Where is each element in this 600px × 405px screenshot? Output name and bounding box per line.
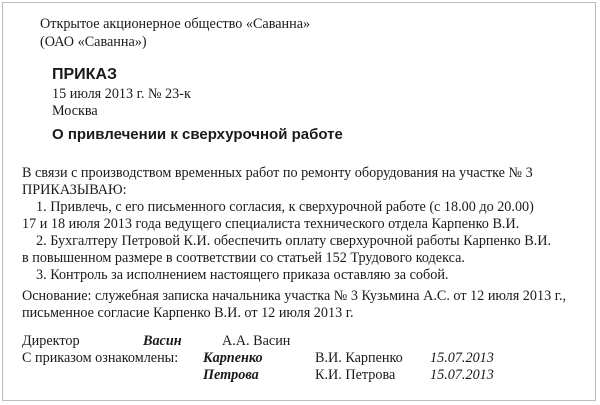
director-signature: Васин [143, 333, 182, 349]
order-subject: О привлечении к сверхурочной работе [52, 126, 343, 143]
intro-text: В связи с производством временных работ по ремонту оборудования на участке № 3 [22, 165, 533, 181]
employee-1-name: В.И. Карпенко [315, 350, 403, 366]
item-2-line-1: 2. Бухгалтеру Петровой К.И. обеспечить оплату сверхурочной работы Карпенко В.И. [36, 233, 552, 249]
item-3: 3. Контроль за исполнением настоящего приказа оставляю за собой. [36, 267, 449, 283]
item-1-line-1: 1. Привлечь, с его письменного согласия, к сверхурочной работе (с 18.00 до 20.00) [36, 199, 534, 215]
director-label: Директор [22, 333, 80, 349]
employee-1-date: 15.07.2013 [430, 350, 494, 366]
org-name: Открытое акционерное общество «Саванна» [40, 16, 311, 32]
order-title: ПРИКАЗ [52, 66, 118, 83]
basis-line-1: Основание: служебная записка начальника участка № 3 Кузьмина А.С. от 12 июля 2013 г., [22, 288, 567, 304]
item-2-line-2: в повышенном размере в соответствии со статьей 152 Трудового кодекса. [22, 250, 465, 266]
item-1-line-2: 17 и 18 июля 2013 года ведущего специалиста технического отдела Карпенко В.И. [22, 216, 520, 232]
employee-1-signature: Карпенко [203, 350, 263, 366]
employee-2-name: К.И. Петрова [315, 367, 396, 383]
acquainted-label: С приказом ознакомлены: [22, 350, 179, 366]
employee-2-signature: Петрова [203, 367, 259, 383]
command-text: ПРИКАЗЫВАЮ: [22, 182, 127, 198]
basis-line-2: письменное согласие Карпенко В.И. от 12 июля 2013 г. [22, 305, 354, 321]
org-short-name: (ОАО «Саванна») [40, 34, 147, 50]
employee-2-date: 15.07.2013 [430, 367, 494, 383]
order-date-number: 15 июля 2013 г. № 23-к [52, 86, 191, 102]
director-name: А.А. Васин [222, 333, 291, 349]
order-city: Москва [52, 103, 98, 119]
